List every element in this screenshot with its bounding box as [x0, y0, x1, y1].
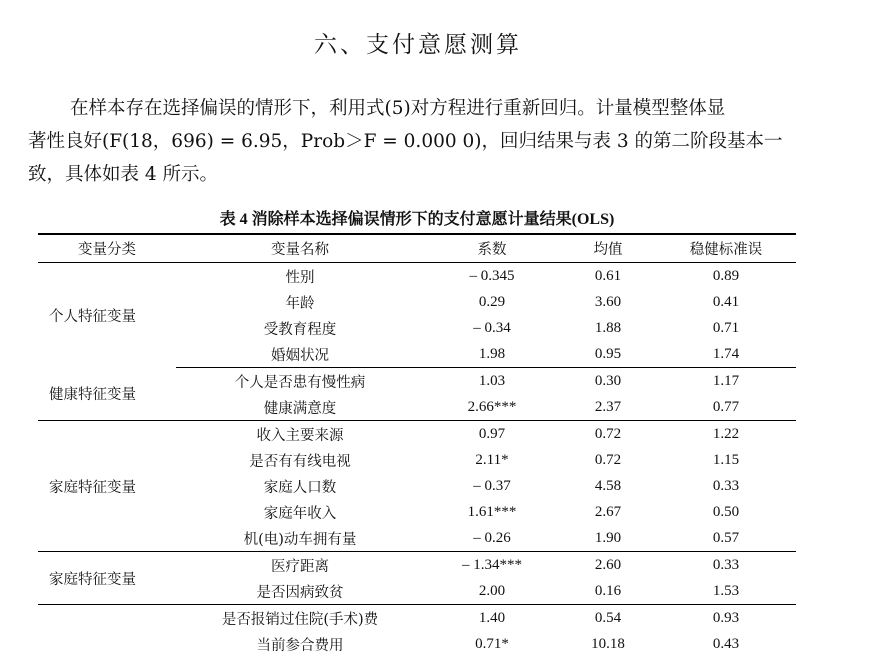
variable-name: 是否有有线电视	[176, 447, 424, 473]
mean-value: 2.60	[560, 552, 656, 579]
coefficient: 1.40	[424, 605, 560, 632]
header-mean: 均值	[560, 234, 656, 263]
coefficient: 1.61***	[424, 499, 560, 525]
mean-value: 0.72	[560, 447, 656, 473]
paragraph-line-3: 致，具体如表 4 所示。	[28, 158, 818, 191]
robust-se: 0.89	[656, 263, 796, 290]
table-caption: 表 4 消除样本选择偏误情形下的支付意愿计量结果(OLS)	[38, 206, 796, 229]
variable-name: 收入主要来源	[176, 421, 424, 448]
header-variable-name: 变量名称	[176, 234, 424, 263]
coefficient: 2.66***	[424, 394, 560, 421]
coefficient: – 0.34	[424, 315, 560, 341]
section-title: 六、支付意愿测算	[0, 26, 836, 59]
table-row	[38, 263, 796, 290]
coefficient: – 0.345	[424, 263, 560, 290]
robust-se: 0.77	[656, 394, 796, 421]
robust-se: 0.33	[656, 473, 796, 499]
coefficient: 0.29	[424, 289, 560, 315]
robust-se: 0.50	[656, 499, 796, 525]
header-robust-se: 稳健标准误	[656, 234, 796, 263]
mean-value: 0.61	[560, 263, 656, 290]
variable-name: 健康满意度	[176, 394, 424, 421]
table-header-row	[38, 234, 796, 263]
robust-se: 0.93	[656, 605, 796, 632]
robust-se: 0.33	[656, 552, 796, 579]
mean-value: 4.58	[560, 473, 656, 499]
variable-name: 受教育程度	[176, 315, 424, 341]
robust-se: 0.57	[656, 525, 796, 552]
coefficient: 0.97	[424, 421, 560, 448]
table-row	[38, 552, 796, 579]
variable-name: 性别	[176, 263, 424, 290]
coefficient: 2.00	[424, 578, 560, 605]
mean-value: 0.30	[560, 368, 656, 395]
table-row	[38, 421, 796, 448]
coefficient: – 1.34***	[424, 552, 560, 579]
variable-name: 是否因病致贫	[176, 578, 424, 605]
coefficient: 2.11*	[424, 447, 560, 473]
coefficient: 1.98	[424, 341, 560, 368]
coefficient: 1.03	[424, 368, 560, 395]
variable-name: 家庭年收入	[176, 499, 424, 525]
coefficient: – 0.37	[424, 473, 560, 499]
table-row	[38, 605, 796, 632]
variable-name: 当前参合费用	[176, 631, 424, 657]
header-coefficient: 系数	[424, 234, 560, 263]
row-category: 个人特征变量	[38, 263, 176, 368]
robust-se: 1.22	[656, 421, 796, 448]
variable-name: 年龄	[176, 289, 424, 315]
variable-name: 医疗距离	[176, 552, 424, 579]
variable-name: 婚姻状况	[176, 341, 424, 368]
row-category	[38, 605, 176, 657]
paragraph-line-1: 在样本存在选择偏误的情形下，利用式(5)对方程进行重新回归。计量模型整体显	[28, 92, 818, 125]
robust-se: 0.71	[656, 315, 796, 341]
mean-value: 2.37	[560, 394, 656, 421]
robust-se: 1.74	[656, 341, 796, 368]
mean-value: 0.95	[560, 341, 656, 368]
robust-se: 1.53	[656, 578, 796, 605]
variable-name: 是否报销过住院(手术)费	[176, 605, 424, 632]
variable-name: 家庭人口数	[176, 473, 424, 499]
mean-value: 10.18	[560, 631, 656, 657]
mean-value: 1.90	[560, 525, 656, 552]
header-category: 变量分类	[38, 234, 176, 263]
robust-se: 1.17	[656, 368, 796, 395]
variable-name: 个人是否患有慢性病	[176, 368, 424, 395]
mean-value: 0.16	[560, 578, 656, 605]
mean-value: 1.88	[560, 315, 656, 341]
row-category: 健康特征变量	[38, 368, 176, 421]
robust-se: 1.15	[656, 447, 796, 473]
paragraph-line-2: 著性良好(F(18，696) = 6.95，Prob＞F = 0.000 0)，回归结果与表 3 的第二阶段基本一	[28, 125, 818, 158]
table-row	[38, 368, 796, 395]
regression-results-table	[38, 233, 796, 657]
mean-value: 0.72	[560, 421, 656, 448]
mean-value: 3.60	[560, 289, 656, 315]
mean-value: 2.67	[560, 499, 656, 525]
row-category: 家庭特征变量	[38, 421, 176, 552]
robust-se: 0.41	[656, 289, 796, 315]
coefficient: – 0.26	[424, 525, 560, 552]
row-category: 家庭特征变量	[38, 552, 176, 605]
variable-name: 机(电)动车拥有量	[176, 525, 424, 552]
mean-value: 0.54	[560, 605, 656, 632]
robust-se: 0.43	[656, 631, 796, 657]
coefficient: 0.71*	[424, 631, 560, 657]
body-paragraph	[28, 92, 818, 191]
